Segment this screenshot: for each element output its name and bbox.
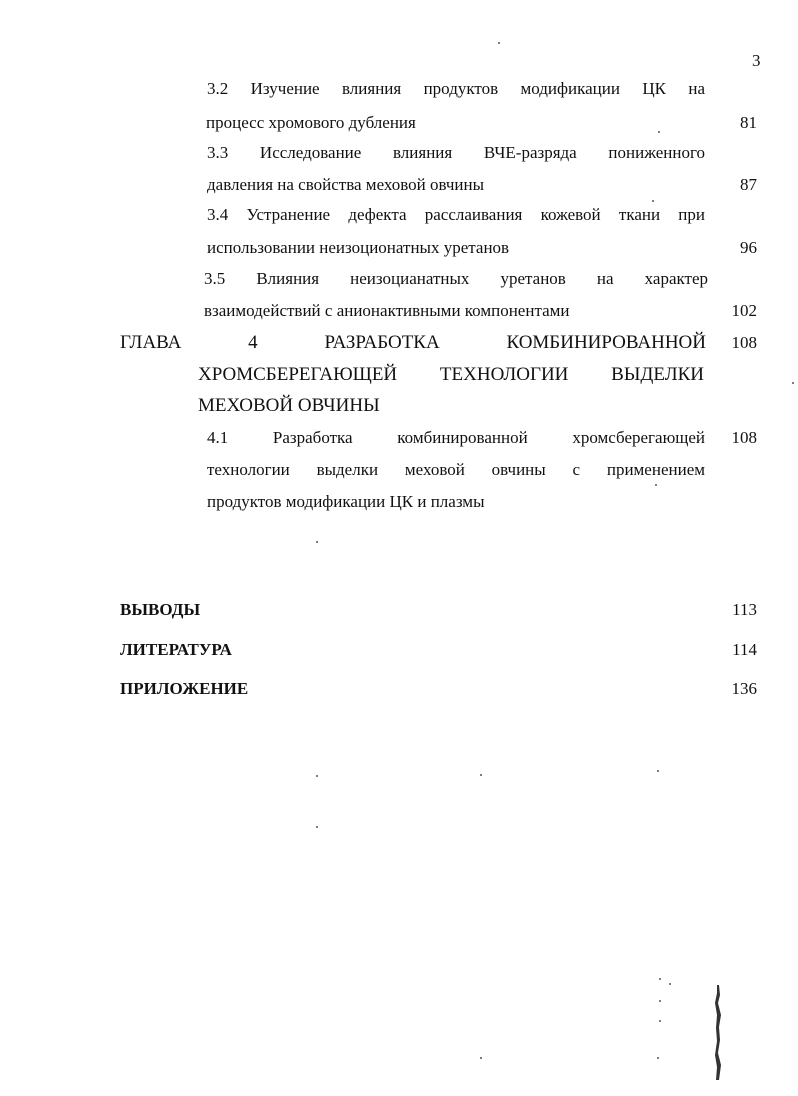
toc-entry-line: взаимодействий с анионактивными компонентами — [204, 301, 570, 320]
toc-page-number: 81 — [740, 113, 757, 132]
toc-entry-line: 3.2 Изучение влияния продуктов модификации ЦК на — [207, 79, 705, 98]
chapter-heading-line: ГЛАВА 4 РАЗРАБОТКА КОМБИНИРОВАННОЙ — [120, 332, 706, 353]
scan-speck — [657, 1057, 659, 1059]
scan-speck — [792, 382, 794, 384]
scan-speck — [657, 770, 659, 772]
scan-edge-mark — [714, 985, 722, 1080]
toc-entry-line: использовании неизоционатных уретанов — [207, 238, 510, 257]
toc-page-number: 114 — [732, 640, 757, 659]
scan-speck — [480, 774, 482, 776]
toc-page-number: 102 — [731, 301, 757, 320]
scan-speck — [652, 200, 654, 202]
toc-entry-line: процесс хромового дубления — [206, 113, 416, 132]
toc-entry-line: 3.4 Устранение дефекта расслаивания кожевой ткани при — [207, 205, 705, 224]
toc-entry-line: продуктов модификации ЦК и плазмы — [207, 492, 485, 511]
scan-speck — [480, 1057, 482, 1059]
toc-page-number: 113 — [732, 600, 757, 619]
scan-speck — [316, 541, 318, 543]
toc-entry-line: технологии выделки меховой овчины с применением — [207, 460, 705, 479]
scan-speck — [659, 1000, 661, 1002]
scan-speck — [659, 978, 661, 980]
toc-entry-line: 3.3 Исследование влияния ВЧЕ-разряда пониженного — [207, 143, 705, 162]
scan-speck — [498, 42, 500, 44]
toc-entry-line: 3.5 Влияния неизоцианатных уретанов на характер — [204, 269, 708, 288]
toc-page-number: 108 — [731, 333, 757, 352]
toc-page-number: 108 — [731, 428, 757, 447]
section-label: ВЫВОДЫ — [120, 600, 201, 619]
scan-speck — [658, 131, 660, 133]
section-label: ЛИТЕРАТУРА — [120, 640, 232, 659]
scan-speck — [316, 826, 318, 828]
toc-entry-line: 4.1 Разработка комбинированной хромсберегающей — [207, 428, 705, 447]
scan-speck — [659, 1020, 661, 1022]
toc-page-number: 87 — [740, 175, 757, 194]
scan-speck — [316, 775, 318, 777]
chapter-heading-line: ХРОМСБЕРЕГАЮЩЕЙ ТЕХНОЛОГИИ ВЫДЕЛКИ — [198, 364, 704, 385]
chapter-heading-line: МЕХОВОЙ ОВЧИНЫ — [198, 395, 380, 416]
scan-speck — [669, 983, 671, 985]
scan-speck — [655, 484, 657, 486]
toc-entry-line: давления на свойства меховой овчины — [207, 175, 485, 194]
section-label: ПРИЛОЖЕНИЕ — [120, 679, 249, 698]
page-number: 3 — [752, 51, 761, 70]
toc-page-number: 96 — [740, 238, 757, 257]
toc-page-number: 136 — [731, 679, 757, 698]
